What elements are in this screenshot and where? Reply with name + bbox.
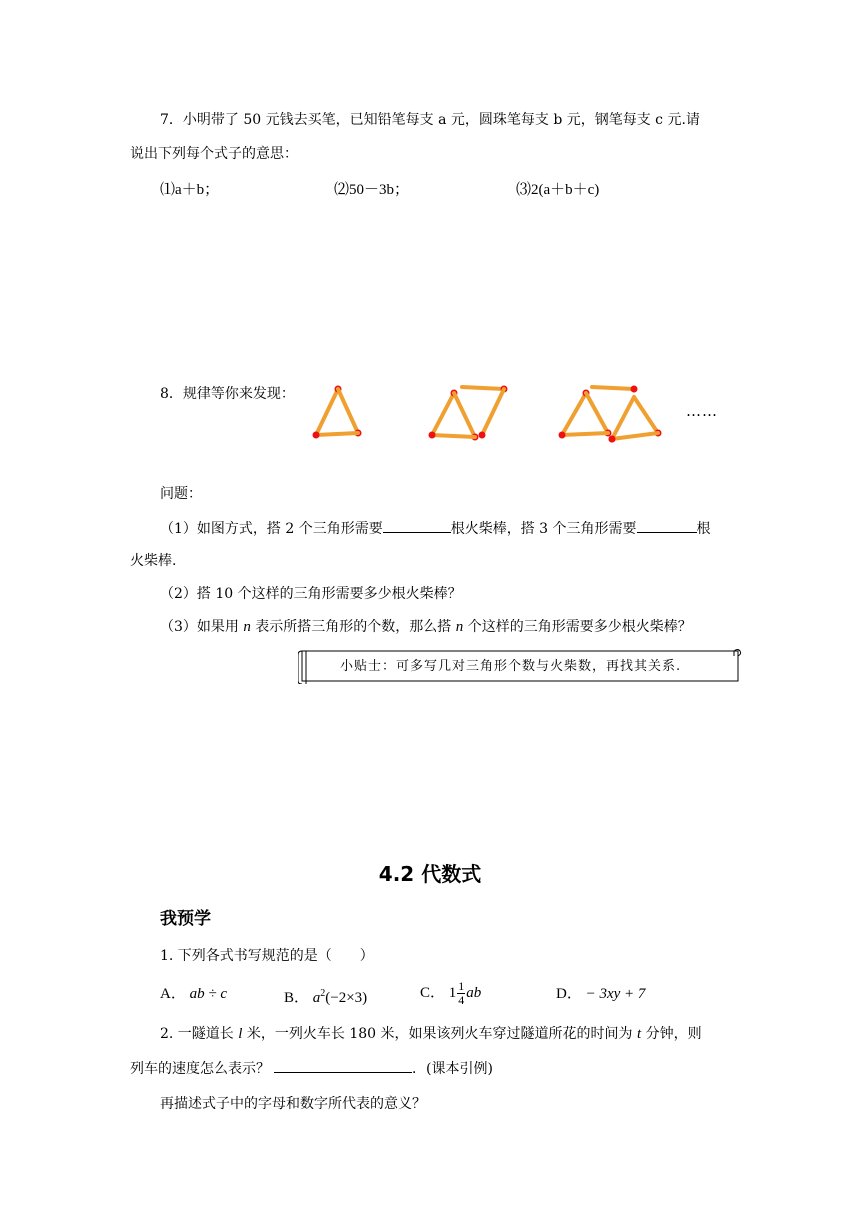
pq2-text-d: 列车的速度怎么表示？ — [130, 1061, 270, 1077]
q8-problem-2: （2）搭 10 个这样的三角形需要多少根火柴棒？ — [160, 586, 462, 602]
q8-p1-text-c: 根 — [696, 521, 711, 537]
q8-problem-1 — [160, 518, 711, 539]
matchstick — [316, 389, 338, 435]
section-title: 4.2 代数式 — [378, 862, 482, 886]
q7-item-2: ⑵50－3b； — [334, 182, 410, 198]
matchstick — [592, 387, 634, 389]
matchstick-triangles-figure — [300, 375, 730, 455]
matchstick — [432, 435, 475, 437]
matchstick-head — [559, 432, 566, 439]
option-d-label: D． — [556, 986, 582, 1002]
matchstick — [562, 433, 608, 435]
matchstick — [338, 389, 358, 433]
option-c-denominator: 4 — [458, 993, 465, 1008]
pq1-question: 1. 下列各式书写规范的是（ ） — [160, 948, 374, 964]
option-b-base: a — [312, 990, 321, 1006]
matchstick — [562, 393, 586, 435]
pq2-text-c: 分钟，则 — [641, 1026, 702, 1042]
option-b-exponent: 2 — [320, 988, 326, 999]
option-c-fraction — [457, 980, 465, 1007]
matchstick-head — [479, 432, 486, 439]
matchstick — [612, 397, 634, 439]
option-a-label: A． — [160, 986, 186, 1002]
pq2-text-e: ．(课本引例) — [412, 1061, 493, 1077]
q8-problem-3 — [160, 617, 692, 637]
pq2-var-t: t — [636, 1026, 642, 1042]
pq1-option-b — [284, 984, 367, 1008]
matchstick — [586, 393, 608, 433]
q8-p1-text-a: （1）如图方式，搭 2 个三角形需要 — [160, 521, 383, 537]
answer-blank-1 — [383, 518, 451, 533]
matchstick-head — [429, 432, 436, 439]
matchstick — [432, 393, 454, 435]
option-a-expr: ab ÷ c — [189, 986, 227, 1002]
pq2-line2 — [130, 1058, 493, 1079]
option-c-whole: 1 — [448, 985, 457, 1001]
pq2-text-b: 米，一列火车长 180 米，如果该列火车穿过隧道所花的时间为 — [242, 1026, 637, 1042]
option-b-rest: (−2×3) — [325, 990, 368, 1006]
option-b-label: B． — [284, 990, 310, 1006]
pq1-option-a — [160, 984, 227, 1004]
matchstick — [316, 433, 358, 435]
q7-item-3: ⑶2(a＋b＋c) — [516, 182, 600, 198]
pq2-line3: 再描述式子中的字母和数字所代表的意义？ — [160, 1096, 426, 1112]
matchstick-head — [313, 432, 320, 439]
pq1-option-c — [420, 976, 481, 1010]
ellipsis: …… — [686, 402, 718, 420]
q8-p1-text-d: 火柴棒. — [130, 553, 177, 569]
pq2-text-a: 2. 一隧道长 — [160, 1026, 239, 1042]
q7-line1: 7．小明带了 50 元钱去买笔，已知铅笔每支 a 元，圆珠笔每支 b 元，钢笔每支 c 元.请 — [160, 112, 700, 128]
problems-label: 问题： — [160, 486, 202, 502]
pq2-var-l: l — [238, 1026, 243, 1042]
tip-text: 小贴士：可多写几对三角形个数与火柴数，再找其关系. — [340, 659, 682, 674]
matchstick — [612, 433, 658, 439]
option-d-expr: − 3xy + 7 — [585, 986, 646, 1002]
matchstick — [462, 387, 504, 389]
option-c-label: C． — [420, 985, 446, 1001]
matchstick-triangle-group-2 — [429, 386, 508, 441]
matchstick — [482, 389, 504, 435]
matchstick — [634, 397, 658, 433]
q8-p3-text-b: 表示所搭三角形的个数，那么搭 — [250, 619, 456, 635]
matchstick-triangle-group-3 — [559, 386, 662, 443]
pq1-option-d — [556, 984, 645, 1004]
q8-p3-text-a: （3）如果用 — [160, 619, 244, 635]
q8-p3-text-c: 个这样的三角形需要多少根火柴棒？ — [463, 619, 692, 635]
preview-heading: 我预学 — [160, 909, 211, 929]
q8-p1-text-b: 根火柴棒，搭 3 个三角形需要 — [450, 521, 637, 537]
q7-item-1: ⑴a＋b； — [160, 182, 220, 198]
matchstick — [454, 393, 475, 437]
option-c-rest: ab — [466, 985, 482, 1001]
q8-label: 8．规律等你来发现： — [160, 386, 295, 402]
matchstick-triangle-group-1 — [313, 386, 362, 439]
q7-line2: 说出下列每个式子的意思： — [130, 146, 298, 162]
q8-p3-var-n1: n — [243, 619, 251, 635]
option-c-numerator: 1 — [458, 979, 465, 994]
answer-blank-3 — [274, 1058, 412, 1073]
matchstick-head — [631, 386, 638, 393]
answer-blank-2 — [637, 518, 697, 533]
q8-p3-var-n2: n — [455, 619, 464, 635]
matchstick-head — [609, 436, 616, 443]
pq2-line1 — [160, 1024, 702, 1044]
